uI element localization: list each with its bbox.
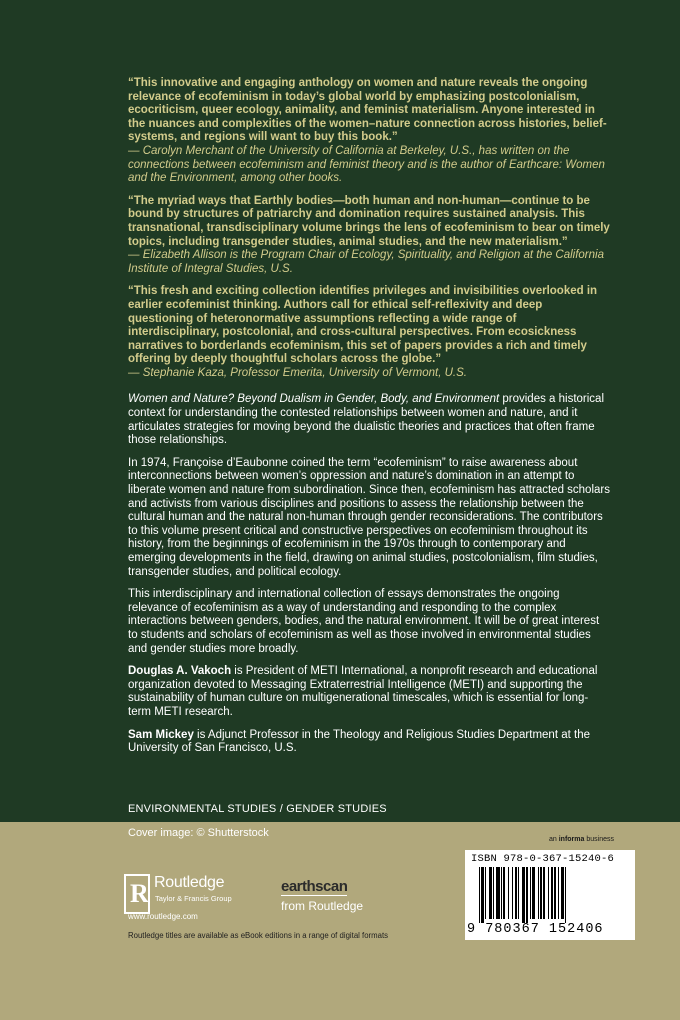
barcode-bars (479, 867, 627, 919)
barcode-bar (530, 867, 531, 919)
barcode-bar (532, 867, 535, 919)
quote-attribution: — Elizabeth Allison is the Program Chair of Ecology, Spirituality, and Religion at the California Institute of Integral Studies, U.S. (128, 249, 604, 275)
description-text: provides a historical context for understanding the contested relationships between women and nature, and it articulates strategies for moving beyond the dualistic theories and practices that often frame those relationships. (128, 393, 605, 447)
barcode-bar (503, 867, 505, 919)
quote-text: “This innovative and engaging anthology on women and nature reveals the ongoing relevance of ecofeminism in today’s global world by emphasizing postcolonialism, ecocriticism, queer ecology, animality, and feminist materialism. Anyone interested in the nuances and complexities of the women–nature connection across histories, belief-systems, and regions will want to buy this book.” (128, 77, 607, 144)
routledge-name: Routledge (154, 874, 225, 891)
blurb-column (128, 77, 610, 765)
barcode-bar (538, 867, 539, 919)
barcode-bar (543, 867, 544, 919)
barcode-bar (493, 867, 494, 919)
barcode-bar (481, 867, 483, 923)
earthscan-from-routledge: from Routledge (281, 899, 364, 913)
quote-attribution: — Stephanie Kaza, Professor Emerita, University of Vermont, U.S. (128, 366, 467, 379)
barcode-bar (522, 867, 525, 923)
isbn-label: ISBN 978-0-367-15240-6 (471, 853, 615, 865)
barcode-bar (526, 867, 528, 923)
quote-text: “This fresh and exciting collection identifies privileges and invisibilities overlooked in earlier ecofeminist thinking. Authors call for ethical self-reflexivity and deep questioning of heteronormative assumptions reflecting a wide range of interdisciplinary, postcolonial, and cross-cultural perspectives. From ecosickness narratives to borderlands ecofeminism, this set of papers provides a rich and timely offering by deeply thoughtful scholars across the globe.” (128, 285, 598, 366)
barcode-bar (501, 867, 502, 919)
author-name: Douglas A. Vakoch (128, 665, 232, 678)
barcode-bar (489, 867, 491, 919)
barcode-bar (485, 867, 486, 919)
quote-text: “The myriad ways that Earthly bodies—both human and non-human—continue to be bound by structures of patriarchy and domination requires sustained analysis. This transnational, transdisciplinary volume brings the lens of ecofeminism to bear on timely topics, including transgender studies, animal studies, and the new materialism.” (128, 194, 610, 248)
author-bio-text: is Adjunct Professor in the Theology and Religious Studies Department at the University of San Francisco, U.S. (128, 728, 590, 755)
isbn-barcode (465, 850, 635, 940)
barcode-bar (515, 867, 517, 919)
book-title: Women and Nature? Beyond Dualism in Gender, Body, and Environment (128, 393, 500, 406)
author-name: Sam Mickey (128, 728, 194, 741)
review-quote (128, 77, 610, 186)
routledge-r-icon: R (124, 874, 150, 914)
author-bio (128, 665, 610, 719)
barcode-bar (496, 867, 499, 919)
barcode-bar (565, 867, 566, 923)
barcode-bar (518, 867, 519, 919)
description-paragraph: In 1974, Françoise d’Eaubonne coined the term “ecofeminism” to raise awareness about interconnections between women’s oppression and nature’s domination in an attempt to liberate women and nature from subordination. Since then, ecofeminism has attracted scholars and activists from various disciplines and positions to assess the relationship between the cultural human and the natural non-human through gender reconsiderations. The contributors to this volume present critical and constructive perspectives on ecofeminism throughout its history, from the beginnings of ecofeminism in the 1970s through to contemporary and emerging developments in the field, drawing on animal studies, postcolonialism, film studies, transgender studies, and political ecology. (128, 456, 610, 578)
informa-brand: informa (558, 836, 585, 843)
barcode-bar (479, 867, 480, 923)
publisher-url: www.routledge.com (128, 912, 198, 921)
review-quote (128, 285, 610, 380)
cover-image-credit: Cover image: © Shutterstock (128, 827, 269, 839)
barcode-bar (554, 867, 556, 919)
barcode-bar (548, 867, 549, 919)
barcode-digits: 9 780367 152406 (467, 922, 604, 937)
barcode-bar (512, 867, 513, 919)
routledge-group: Taylor & Francis Group (155, 894, 232, 903)
review-quote (128, 195, 610, 277)
informa-business-tag: an informa business (549, 836, 614, 843)
subject-category: ENVIRONMENTAL STUDIES / GENDER STUDIES (128, 803, 387, 815)
earthscan-logo (281, 879, 401, 919)
ebook-note: Routledge titles are available as eBook editions in a range of digital formats (128, 931, 389, 940)
quote-attribution: — Carolyn Merchant of the University of California at Berkeley, U.S., has written on the connections between ecofeminism and feminist theory and is the author of Earthcare: Women and the Environment, among other books. (128, 144, 605, 185)
description-paragraph (128, 393, 610, 447)
earthscan-wordmark: earthscan (281, 878, 348, 895)
author-bio (128, 729, 610, 756)
author-bio-text: is President of METI International, a nonprofit research and educational organization devoted to Messaging Extraterrestrial Intelligence (METI) and supporting the sustainability of human culture on multigenerational timescales, which is essential for long-term METI research. (128, 665, 598, 718)
barcode-bar (508, 867, 509, 919)
barcode-bar (551, 867, 552, 919)
barcode-bar (561, 867, 564, 919)
barcode-bar (558, 867, 559, 919)
description-paragraph: This interdisciplinary and international collection of essays demonstrates the ongoing relevance of ecofeminism as a way of understanding and responding to the complex interactions between genders, bodies, and the natural environment. It will be of great interest to students and scholars of ecofeminism as well as those involved in environmental studies and gender studies more broadly. (128, 588, 600, 655)
barcode-bar (540, 867, 542, 919)
